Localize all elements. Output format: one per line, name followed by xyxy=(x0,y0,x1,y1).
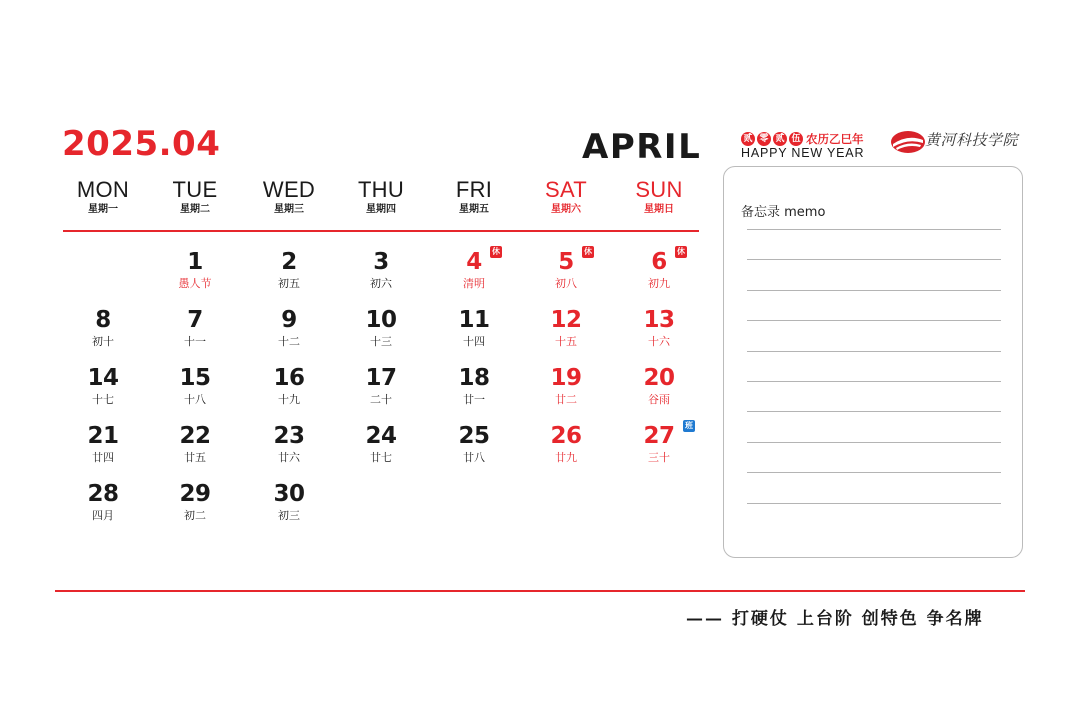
lunar-date: 十四 xyxy=(463,335,485,348)
day-number: 17 xyxy=(365,365,397,391)
day-number: 14 xyxy=(87,365,119,391)
day-number: 4 xyxy=(466,249,482,275)
day-number: 27 xyxy=(643,423,675,449)
lunar-date: 十六 xyxy=(648,335,670,348)
day-cell-4[interactable] xyxy=(428,247,520,294)
footer-divider xyxy=(55,590,1025,592)
work-day-badge: 班 xyxy=(685,421,693,430)
day-cell-9[interactable] xyxy=(243,308,335,352)
day-cell-2[interactable] xyxy=(243,250,335,294)
day-cell-23[interactable] xyxy=(243,424,335,468)
holiday-badge: 休 xyxy=(584,247,592,256)
weekday-sun xyxy=(613,178,705,217)
day-number: 25 xyxy=(458,423,490,449)
lunar-date: 廿七 xyxy=(370,451,392,464)
day-cell-20[interactable] xyxy=(613,366,705,410)
weekday-cn-label: 星期日 xyxy=(644,204,674,215)
day-cell-3[interactable] xyxy=(335,250,427,294)
day-cell-27[interactable] xyxy=(613,421,705,468)
lunar-date: 初八 xyxy=(555,277,577,290)
school-logo-icon xyxy=(890,128,926,156)
weekday-thu xyxy=(335,178,427,217)
weekday-en-label: THU xyxy=(357,177,405,202)
day-cell-26[interactable] xyxy=(520,424,612,468)
lunar-date: 愚人节 xyxy=(178,277,212,290)
day-number: 7 xyxy=(187,307,203,333)
memo-line[interactable] xyxy=(747,351,1001,352)
day-number: 23 xyxy=(273,423,305,449)
weekday-sat xyxy=(520,178,612,217)
day-cell-17[interactable] xyxy=(335,366,427,410)
day-cell-13[interactable] xyxy=(613,308,705,352)
memo-line[interactable] xyxy=(747,411,1001,412)
day-number: 3 xyxy=(373,249,389,275)
weekday-cn-label: 星期一 xyxy=(88,204,118,215)
lunar-date: 二十 xyxy=(370,393,392,406)
lunar-date: 十五 xyxy=(555,335,577,348)
weekday-en-label: SAT xyxy=(544,177,588,202)
lunar-date: 廿五 xyxy=(184,451,206,464)
weekday-cn-label: 星期五 xyxy=(459,204,489,215)
memo-line[interactable] xyxy=(747,320,1001,321)
weekday-tue xyxy=(149,178,241,217)
day-cell-6[interactable] xyxy=(613,247,705,294)
day-number: 10 xyxy=(365,307,397,333)
day-number: 5 xyxy=(558,249,574,275)
day-cell-5[interactable] xyxy=(520,247,612,294)
lunar-date: 十三 xyxy=(370,335,392,348)
lunar-date: 十七 xyxy=(92,393,114,406)
day-number: 12 xyxy=(550,307,582,333)
lunar-date: 谷雨 xyxy=(648,393,670,406)
lunar-circle: 零 xyxy=(757,132,771,146)
holiday-badge: 休 xyxy=(492,247,500,256)
lunar-date: 十九 xyxy=(278,393,300,406)
day-number: 26 xyxy=(550,423,582,449)
lunar-date: 四月 xyxy=(92,509,114,522)
memo-line[interactable] xyxy=(747,290,1001,291)
weekday-fri xyxy=(428,178,520,217)
weekday-wed xyxy=(243,178,335,217)
month-name: APRIL xyxy=(582,127,702,167)
day-number: 22 xyxy=(179,423,211,449)
holiday-badge: 休 xyxy=(677,247,685,256)
header-divider xyxy=(63,230,699,232)
lunar-date: 十二 xyxy=(278,335,300,348)
lunar-date: 初六 xyxy=(370,277,392,290)
lunar-date: 清明 xyxy=(463,277,485,290)
weekday-cn-label: 星期六 xyxy=(551,204,581,215)
lunar-circle: 贰 xyxy=(741,132,755,146)
lunar-date: 廿四 xyxy=(92,451,114,464)
lunar-date: 初九 xyxy=(648,277,670,290)
day-number: 15 xyxy=(179,365,211,391)
memo-line[interactable] xyxy=(747,472,1001,473)
footer-motto: —— 打硬仗 上台阶 创特色 争名牌 xyxy=(686,609,984,629)
memo-label: 备忘录 memo xyxy=(741,205,826,220)
lunar-date: 廿一 xyxy=(463,393,485,406)
day-number: 29 xyxy=(179,481,211,507)
day-cell-1[interactable] xyxy=(149,250,241,294)
day-number: 30 xyxy=(273,481,305,507)
memo-line[interactable] xyxy=(747,442,1001,443)
day-number: 20 xyxy=(643,365,675,391)
day-number: 13 xyxy=(643,307,675,333)
day-number: 6 xyxy=(651,249,667,275)
day-number: 8 xyxy=(95,307,111,333)
lunar-year-label: 农历乙巳年 xyxy=(806,132,864,146)
memo-line[interactable] xyxy=(747,229,1001,230)
day-cell-11[interactable] xyxy=(428,308,520,352)
memo-line[interactable] xyxy=(747,503,1001,504)
lunar-date: 初十 xyxy=(92,335,114,348)
day-cell-29[interactable] xyxy=(149,482,241,526)
weekday-en-label: MON xyxy=(76,177,130,202)
day-number: 9 xyxy=(281,307,297,333)
day-number: 11 xyxy=(458,307,490,333)
happy-new-year-text: HAPPY NEW YEAR xyxy=(741,146,865,160)
day-cell-7[interactable] xyxy=(149,308,241,352)
day-cell-10[interactable] xyxy=(335,308,427,352)
lunar-date: 廿六 xyxy=(278,451,300,464)
memo-line[interactable] xyxy=(747,259,1001,260)
lunar-circle: 伍 xyxy=(789,132,803,146)
day-number: 16 xyxy=(273,365,305,391)
day-cell-15[interactable] xyxy=(149,366,241,410)
lunar-circle: 贰 xyxy=(773,132,787,146)
day-cell-8[interactable] xyxy=(57,308,149,352)
year-month-title: 2025.04 xyxy=(62,124,221,164)
lunar-date: 初二 xyxy=(184,509,206,522)
day-cell-22[interactable] xyxy=(149,424,241,468)
weekday-en-label: WED xyxy=(262,177,316,202)
day-number: 28 xyxy=(87,481,119,507)
memo-box[interactable] xyxy=(723,166,1023,558)
lunar-date: 初三 xyxy=(278,509,300,522)
day-cell-19[interactable] xyxy=(520,366,612,410)
day-number: 21 xyxy=(87,423,119,449)
day-number: 2 xyxy=(281,249,297,275)
day-cell-21[interactable] xyxy=(57,424,149,468)
lunar-date: 三十 xyxy=(648,451,670,464)
weekday-cn-label: 星期三 xyxy=(274,204,304,215)
day-cell-16[interactable] xyxy=(243,366,335,410)
school-name: 黄河科技学院 xyxy=(925,131,1019,149)
weekday-cn-label: 星期四 xyxy=(366,204,396,215)
day-cell-18[interactable] xyxy=(428,366,520,410)
lunar-date: 廿二 xyxy=(555,393,577,406)
weekday-en-label: FRI xyxy=(455,177,493,202)
day-number: 24 xyxy=(365,423,397,449)
lunar-date: 廿八 xyxy=(463,451,485,464)
day-cell-30[interactable] xyxy=(243,482,335,526)
day-cell-25[interactable] xyxy=(428,424,520,468)
weekday-en-label: TUE xyxy=(172,177,218,202)
weekday-mon xyxy=(57,178,149,217)
lunar-date: 初五 xyxy=(278,277,300,290)
day-cell-14[interactable] xyxy=(57,366,149,410)
weekday-en-label: SUN xyxy=(635,177,683,202)
lunar-date: 十八 xyxy=(184,393,206,406)
day-number: 1 xyxy=(187,249,203,275)
day-cell-12[interactable] xyxy=(520,308,612,352)
weekday-cn-label: 星期二 xyxy=(180,204,210,215)
day-number: 18 xyxy=(458,365,490,391)
lunar-date: 廿九 xyxy=(555,451,577,464)
day-cell-24[interactable] xyxy=(335,424,427,468)
day-number: 19 xyxy=(550,365,582,391)
lunar-date: 十一 xyxy=(184,335,206,348)
memo-line[interactable] xyxy=(747,381,1001,382)
day-cell-28[interactable] xyxy=(57,482,149,526)
